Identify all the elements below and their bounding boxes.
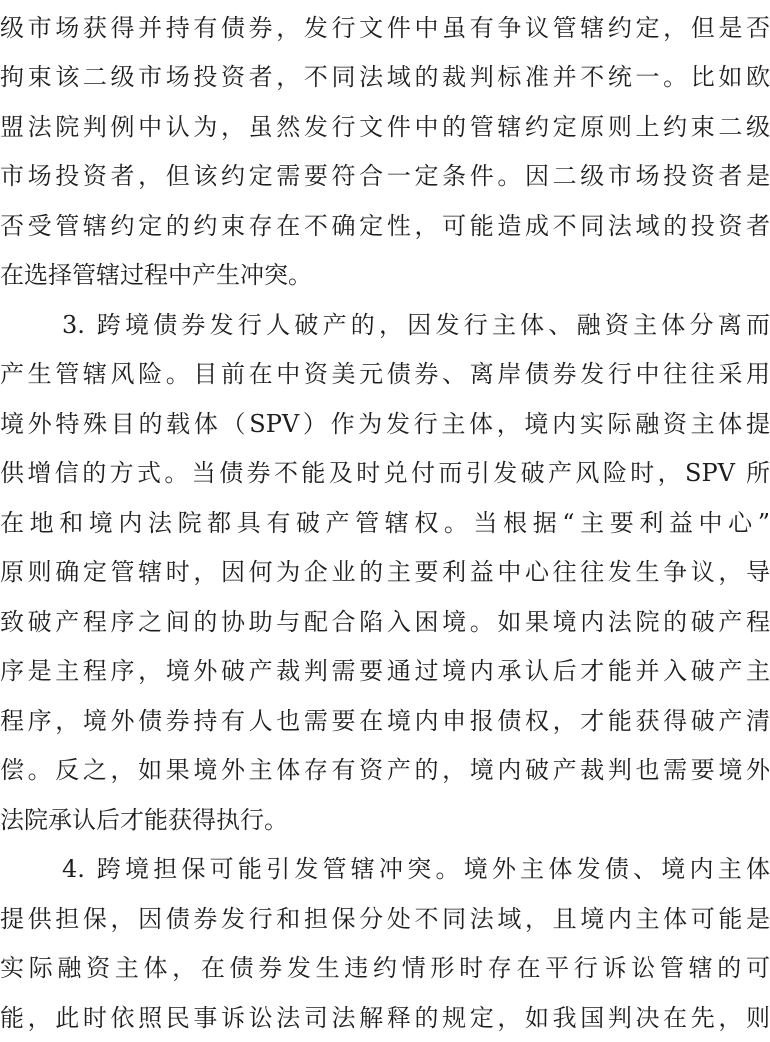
text-line: 拘束该二级市场投资者，不同法域的裁判标准并不统一。比如欧: [0, 63, 770, 91]
text-line: 原则确定管辖时，因何为企业的主要利益中心往往发生争议，导: [0, 558, 770, 586]
text-line: 致破产程序之间的协助与配合陷入困境。如果境内法院的破产程: [0, 608, 770, 636]
paragraph-heading-3: 3. 跨境债券发行人破产的，因发行主体、融资主体分离而: [62, 311, 770, 339]
text-line: 偿。反之，如果境外主体存有资产的，境内破产裁判也需要境外: [0, 756, 770, 784]
text-line: 提供担保，因债券发行和担保分处不同法域，且境内主体可能是: [0, 905, 770, 933]
text-line: 法院承认后才能获得执行。: [0, 806, 288, 834]
text-line: 产生管辖风险。目前在中资美元债券、离岸债券发行中往往采用: [0, 360, 770, 388]
text-line: 能，此时依照民事诉讼法司法解释的规定，如我国判决在先，则: [0, 1004, 770, 1032]
text-line: 程序，境外债券持有人也需要在境内申报债权，才能获得破产清: [0, 707, 770, 735]
text-line: 境外特殊目的载体（SPV）作为发行主体，境内实际融资主体提: [0, 410, 770, 438]
paragraph-heading-4: 4. 跨境担保可能引发管辖冲突。境外主体发债、境内主体: [62, 855, 770, 883]
text-line: 市场投资者，但该约定需要符合一定条件。因二级市场投资者是: [0, 162, 770, 190]
text-line: 在地和境内法院都具有破产管辖权。当根据“主要利益中心”: [0, 509, 770, 537]
text-line: 盟法院判例中认为，虽然发行文件中的管辖约定原则上约束二级: [0, 113, 770, 141]
text-line: 实际融资主体，在债券发生违约情形时存在平行诉讼管辖的可: [0, 954, 770, 982]
text-line: 序是主程序，境外破产裁判需要通过境内承认后才能并入破产主: [0, 657, 770, 685]
text-line: 级市场获得并持有债券，发行文件中虽有争议管辖约定，但是否: [0, 14, 770, 42]
text-line: 否受管辖约定的约束存在不确定性，可能造成不同法域的投资者: [0, 212, 770, 240]
text-line: 供增信的方式。当债券不能及时兑付而引发破产风险时，SPV 所: [0, 459, 770, 487]
text-line: 在选择管辖过程中产生冲突。: [0, 261, 312, 289]
